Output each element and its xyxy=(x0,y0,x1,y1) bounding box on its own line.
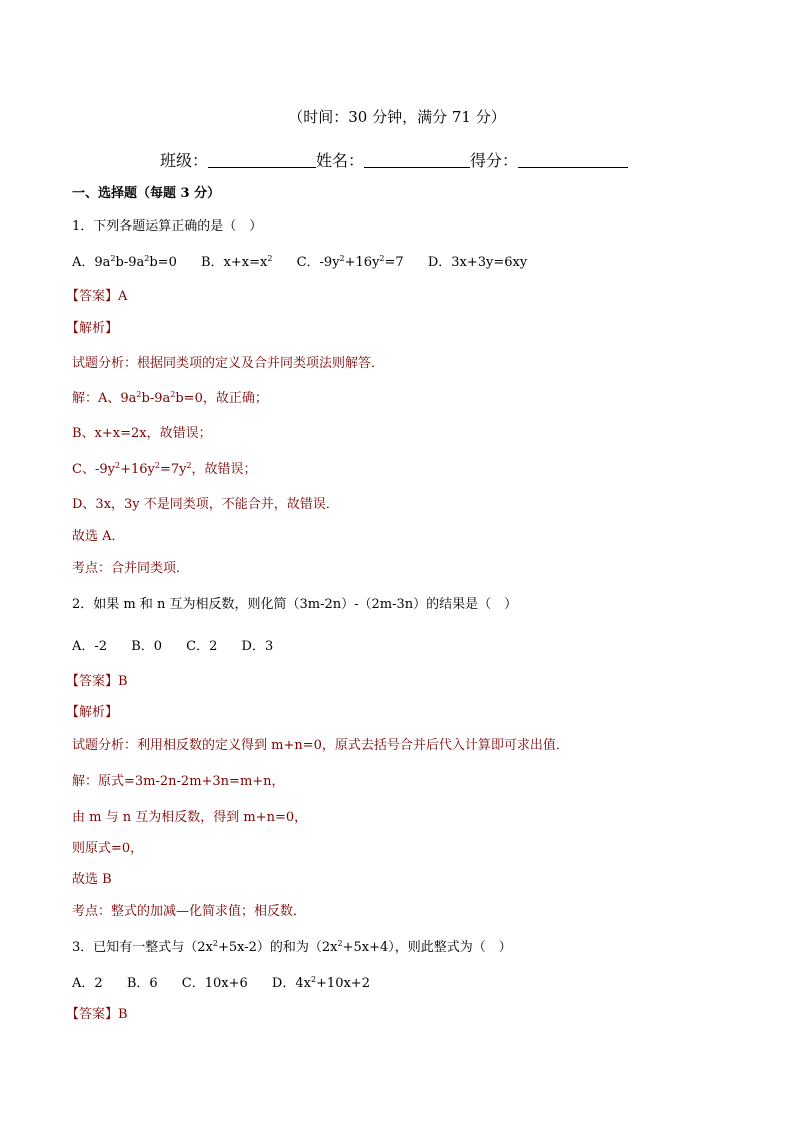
time-line: （时间：30 分钟，满分 71 分） xyxy=(288,108,506,126)
q1-analysis-label: 【解析】 xyxy=(66,321,119,336)
q1-option-b: B．$x+x=x^2$ xyxy=(201,254,273,270)
section-title: 一、选择题（每题 3 分） xyxy=(72,186,221,201)
q3-option-d: D．$4x^2+10x+2$ xyxy=(271,975,370,991)
q2-point: 考点：整式的加减—化简求值；相反数． xyxy=(72,904,307,919)
q2-choice: 故选 B xyxy=(72,872,112,887)
q1-solution-d: D、3x，3y 不是同类项，不能合并，故错误． xyxy=(72,497,339,512)
q1-option-a: A．$9a^2b-9a^2b=0$ xyxy=(72,254,177,270)
q1-option-c: C．$-9y^2+16y^2=7$ xyxy=(296,254,404,270)
class-label: 班级： xyxy=(160,151,209,170)
q1-option-d: D．3x+3y=6xy xyxy=(427,255,528,270)
q3-option-c: C．10x+6 xyxy=(181,976,248,991)
q3-options xyxy=(72,976,390,992)
q3-stem: 3．已知有一整式与$(2x^2+5x-2)$的和为$(2x^2+5x+4)$，则此整式为（ ） xyxy=(72,939,512,955)
q1-solution-b: B、x+x=2x，故错误； xyxy=(72,426,212,441)
q2-analysis-label: 【解析】 xyxy=(66,705,119,720)
q1-stem: 1．下列各题运算正确的是（ ） xyxy=(72,219,263,234)
q1-analysis-text: 试题分析：根据同类项的定义及合并同类项法则解答． xyxy=(72,356,385,371)
q3-answer: 【答案】B xyxy=(66,1007,128,1022)
q1-point: 考点：合并同类项． xyxy=(72,561,190,576)
q2-answer: 【答案】B xyxy=(66,674,128,689)
score-label: 得分： xyxy=(470,151,519,170)
q2-option-a: A．-2 xyxy=(72,639,108,654)
q2-analysis-text: 试题分析：利用相反数的定义得到 m+n=0，原式去括号合并后代入计算即可求出值． xyxy=(72,738,569,753)
q1-solution-c: C、$-9y^2+16y^2=7y^2$，故错误； xyxy=(72,461,257,477)
q1-choice: 故选 A． xyxy=(72,529,125,544)
q1-solution-a: 解：A、$9a^2b-9a^2b=0$，故正确； xyxy=(72,390,268,406)
name-blank[interactable] xyxy=(364,153,470,168)
q2-solution-2: 由 m 与 n 互为相反数，得到 m+n=0， xyxy=(72,810,308,825)
q1-answer: 【答案】A xyxy=(66,289,128,304)
q2-stem: 2．如果 m 和 n 互为相反数，则化简（3m-2n）-（2m-3n）的结果是（ ） xyxy=(72,597,518,612)
student-info-row xyxy=(160,148,628,171)
q2-option-b: B．0 xyxy=(131,639,163,654)
q1-options xyxy=(72,255,547,271)
score-blank[interactable] xyxy=(518,153,628,168)
q3-option-a: A．2 xyxy=(72,976,103,991)
q2-option-d: D．3 xyxy=(241,639,274,654)
class-blank[interactable] xyxy=(208,153,316,168)
q2-option-c: C．2 xyxy=(186,639,218,654)
q3-option-b: B．6 xyxy=(126,976,158,991)
q2-options xyxy=(72,639,293,655)
name-label: 姓名： xyxy=(316,151,365,170)
q2-solution-3: 则原式=0， xyxy=(72,841,144,856)
q2-solution-1: 解：原式=3m-2n-2m+3n=m+n， xyxy=(72,774,285,789)
